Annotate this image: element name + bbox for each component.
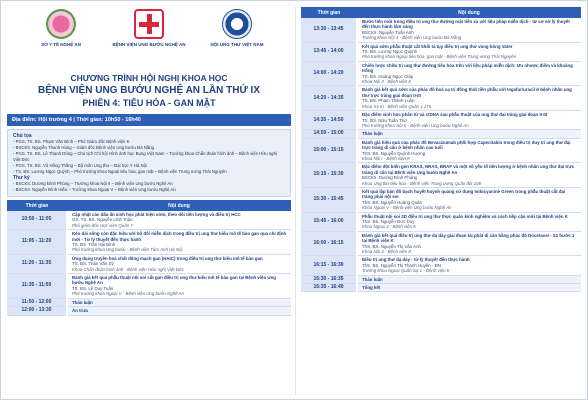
time-cell: 15:00 - 15:15 <box>301 138 357 163</box>
logo-label: BỆNH VIỆN UNG BƯỚU NGHỆ AN <box>112 42 186 47</box>
time-cell: 15:30 - 15:45 <box>301 187 357 212</box>
content-cell <box>357 212 581 231</box>
speaker-name: ThS. BS. Nguyễn Quỳnh Hương <box>362 150 426 156</box>
morning-schedule-body <box>7 211 291 315</box>
speaker-affiliation: Khoa Nội 3 - Bệnh viện K <box>362 249 412 255</box>
table-row <box>301 212 581 231</box>
time-cell: 14:00 - 14:20 <box>301 61 357 86</box>
left-column <box>7 7 291 395</box>
content-cell <box>357 163 581 188</box>
logo-row <box>7 7 291 69</box>
talk-title: Đặc điểm đột biến gen KRAS, NRAS, BRAF và một số yếu tố tiên lượng ở bệnh nhân ung thư đại trực tràng di căn tại Bệnh viện Ung bướu Nghệ An <box>362 164 575 175</box>
logo-hoi-ung-thu <box>197 7 277 47</box>
time-cell: 16:00 - 16:15 <box>301 231 357 256</box>
speaker-name: ThS. BS. Nguyễn Thị Vân Anh <box>362 243 421 249</box>
time-cell: 11:35 - 11:50 <box>7 274 67 299</box>
break-row <box>7 298 291 306</box>
time-cell: 11:20 - 11:35 <box>7 254 67 273</box>
talk-title: Đánh giá hiệu quả của phác đồ Bevacizumab phối hợp Capecitabin trong điều trị duy trì ung thư đại trực tràng di căn ở bệnh nhân cao tuổi <box>362 139 571 151</box>
talk-title: Ăn trưa <box>72 308 88 314</box>
speaker-name: TS. BS. Thân Văn Sỹ <box>72 261 114 267</box>
time-cell: 12:00 - 13:30 <box>7 307 67 315</box>
content-column-header: Nội dung <box>357 7 581 18</box>
speaker-affiliation: Khoa Xạ trị - Bệnh viện Quân y 175 <box>362 103 432 109</box>
chair-title: Chủ tọa <box>13 133 32 139</box>
table-row <box>301 138 581 163</box>
chair-line: - PGS. TS. BS. Vũ Hồng Thăng – Bộ môn Ung thư – Đại học Y Hà Nội <box>13 163 147 168</box>
speaker-name: ThS. BS. Nguyễn Hoàng Quân <box>362 199 423 205</box>
chair-line: - TS. BS. Lương Ngọc Quỳnh – Phó trưởng khoa Ngoại tiêu hóa, gan mật – Bệnh viện Trung ương Thái Nguyên <box>13 169 227 174</box>
time-cell: 15:15 - 15:30 <box>301 163 357 188</box>
morning-schedule-table <box>7 200 291 316</box>
content-cell <box>357 86 581 111</box>
time-cell: 14:35 - 14:50 <box>301 111 357 130</box>
content-cell <box>357 130 581 138</box>
speaker-affiliation: Phó giám đốc Học viện Quân Y <box>72 222 134 228</box>
table-row <box>301 61 581 86</box>
time-cell: 11:50 - 12:00 <box>7 298 67 306</box>
table-header-row <box>301 7 581 18</box>
content-cell <box>67 307 291 315</box>
table-row <box>301 231 581 256</box>
break-row <box>7 307 291 315</box>
talk-title: Tổng kết <box>362 285 381 291</box>
speaker-affiliation: Phó trưởng khoa Ung bướu - Bệnh viện Tâm Anh Hà Nội <box>72 247 183 253</box>
speaker-affiliation: Khoa Ung thư tiêu hóa - Bệnh viện Trung ương Quân đội 108 <box>362 180 481 186</box>
content-cell <box>357 275 581 283</box>
break-row <box>301 275 581 283</box>
speaker-affiliation: Trưởng khoa Ngoại Quân Sự 1 - Bệnh viện K <box>362 268 450 274</box>
chair-line: - PGS. TS. BS. Lê Thanh Dũng – Chủ tịch Chi hội Hình ảnh học Bụng Việt Nam – Trưởng khoa Chẩn đoán hình ảnh – Bệnh viện Hữu nghị Việt Đức <box>13 151 277 162</box>
afternoon-schedule-table <box>301 7 581 292</box>
content-cell <box>357 138 581 163</box>
column-divider <box>295 7 296 395</box>
chair-line: - BSCKII. Dương Đình Phùng – Trưởng khoa Nội II – Bệnh viện Ung bướu Nghệ An <box>13 181 173 186</box>
program-title: CHƯƠNG TRÌNH HỘI NGHỊ KHOA HỌC <box>70 73 228 83</box>
table-row <box>7 274 291 299</box>
time-cell: 16:30 - 16:35 <box>301 275 357 283</box>
time-cell: 11:05 - 11:20 <box>7 230 67 255</box>
table-row <box>301 111 581 130</box>
table-row <box>301 163 581 188</box>
content-cell <box>67 211 291 230</box>
time-cell: 14:50 - 15:00 <box>301 130 357 138</box>
speaker-affiliation: Trưởng khoa Nội 4 - Bệnh viện Ung bướu Đà Nẵng <box>362 35 462 41</box>
content-cell <box>357 18 581 42</box>
logo-label: SỞ Y TẾ NGHỆ AN <box>41 42 81 47</box>
chair-line: - BSCKII. Nguyễn Thanh Hùng – Giám đốc Bệnh viện Ung bướu Đà Nẵng <box>13 145 155 150</box>
talk-title: Ứng dụng truyền hoá chất động mạch gan (HAIC) trong điều trị ung thư biểu mô tế bào gan <box>72 255 263 261</box>
content-cell <box>67 230 291 255</box>
content-cell <box>357 284 581 292</box>
talk-title: Đánh giá kết quả phẫu thuật nội soi cắt gan điều trị ung thư biểu mô tế bào gan tại Bệnh viện Ung bướu Nghệ An <box>72 275 276 286</box>
talk-title: Đặc điểm sinh học phân tử và ctDNA sau phẫu thuật của ung thư đại tràng giai đoạn II-III <box>362 112 548 118</box>
speaker-name: TS. BS. Hoàng Ngọc Giáp <box>362 73 414 79</box>
talk-title: Chiến lược chữa trị ung thư đường tiêu hóa trên với liệu pháp miễn dịch: Ưu nhược điểm và khoảng trống <box>362 62 573 74</box>
afternoon-schedule-body <box>301 18 581 292</box>
speaker-name: BSCKII. Dương Đình Phùng <box>362 175 418 181</box>
chair-box <box>7 129 291 197</box>
talk-title: Thảo luận <box>72 299 93 305</box>
speaker-affiliation: Phó trưởng khoa Ngoại V - Bệnh viện Ung bướu Nghệ An <box>72 291 185 297</box>
content-cell <box>357 61 581 86</box>
time-column-header: Thời gian <box>301 7 357 18</box>
talk-title: Đánh giá kết quả điều trị ung thư dạ dày giai đoạn tái phát di căn bằng phác đồ Docetaxel - S1 bước 1 tại Bệnh viện K <box>362 232 575 244</box>
lotus-icon <box>46 9 76 39</box>
speaker-affiliation: Khoa Nội I - Bệnh viện K <box>362 155 411 161</box>
time-cell: 13:30 - 13:45 <box>301 18 357 42</box>
table-row <box>301 86 581 111</box>
speaker-name: TS. BS. Phạm Thành Luân <box>362 98 415 104</box>
talk-title: Kéo dài sống còn đặc hiệu với bộ đôi miễn dịch trong điều trị ung thư biểu mô tế bào gan qua chỉ định mới - Từ lý thuyết đến thực hành <box>72 231 287 242</box>
speaker-name: ThS. BS. Nguyễn Đức Duy <box>362 219 415 224</box>
content-column-header: Nội dung <box>67 200 291 211</box>
talk-title: Đánh giá kết quả sớm của phác đồ hoá xạ trị đồng thời tiền phẫu với tegafur/uracil ở bệnh nhân ung thư trực tràng giai đoạn II-III <box>362 87 572 98</box>
table-row <box>7 254 291 273</box>
speaker-name: GS. TS. BS. Nguyễn Lĩnh Toàn <box>72 217 133 223</box>
speaker-affiliation: Khoa Ngoại V - Bệnh viện Ung bướu Nghệ An <box>362 205 452 211</box>
talk-title: Thảo luận <box>362 276 383 282</box>
time-cell: 16:15 - 16:30 <box>301 256 357 275</box>
table-row <box>7 230 291 255</box>
talk-title: Phẫu thuật nội soi 3D điều trị ung thư thực quản kinh nghiệm và cách tiếp cận mới tại Bệnh viện K <box>362 213 568 219</box>
break-row <box>301 284 581 292</box>
table-row <box>301 42 581 61</box>
time-cell: 16:35 - 16:40 <box>301 284 357 292</box>
session-title: PHIÊN 4: TIÊU HÓA - GAN MẬT <box>82 98 216 108</box>
time-cell: 14:20 - 14:35 <box>301 86 357 111</box>
time-cell: 13:45 - 14:00 <box>301 42 357 61</box>
content-cell <box>357 42 581 61</box>
speaker-affiliation: Khoa Ngoại 3 - Bệnh viện K <box>362 224 417 230</box>
content-cell <box>67 274 291 299</box>
talk-title: Kết quả sớm phẫu thuật cắt khối tá tụy điều trị ung thư vùng bóng Vater <box>362 43 513 49</box>
content-cell <box>357 111 581 130</box>
chair-line: - PGS. TS. BS. Phạm Văn Bình – Phó Giám đốc Bệnh viện K <box>13 139 130 144</box>
speaker-affiliation: Phó trưởng khoa Ngoại tiêu hóa, gan mật - Bệnh viện Trung ương Thái Nguyên <box>362 54 517 60</box>
logo-benh-vien <box>109 7 189 47</box>
talk-title: Cập nhật các dấu ấn sinh học phát hiện sớm, theo dõi tiên lượng và điều trị HCC <box>72 212 241 217</box>
speaker-name: TS. BS. Lê Duy Tuấn <box>72 285 114 291</box>
speaker-name: TS. BS. Lương Ngọc Quỳnh <box>362 49 418 55</box>
talk-title: Kết quả lập bản đồ bạch huyết huỳnh quang sử dụng Indocyanine Green trong phẫu thuật cắt đại tràng phải nội soi <box>362 188 566 200</box>
table-row <box>301 256 581 275</box>
logo-label: HỘI UNG THƯ VIỆT NAM <box>210 42 264 47</box>
time-column-header: Thời gian <box>7 200 67 211</box>
table-row <box>7 211 291 230</box>
content-cell <box>67 254 291 273</box>
speaker-affiliation: Khoa Chẩn đoán hình ảnh - Bệnh viện Hữu nghị Việt Đức <box>72 266 184 272</box>
talk-title: Điều trị ung thư dạ dày - từ lý thuyết đến thực hành <box>362 257 470 263</box>
content-cell <box>357 187 581 212</box>
chair-line: - BSCKII. Nguyễn Đình Hiếu – Trưởng khoa Ngoại V – Bệnh viện Ung bướu Nghệ An <box>13 187 176 192</box>
speaker-name: BSCKII. Nguyễn Tuấn Anh <box>362 29 414 35</box>
speaker-affiliation: Phó trưởng khoa Nội II - Bệnh viện Ung bướu Nghệ An <box>362 122 469 128</box>
red-cross-icon <box>134 9 164 39</box>
conference-title: BỆNH VIỆN UNG BƯỚU NGHỆ AN LẦN THỨ IX <box>38 85 260 96</box>
table-header-row <box>7 200 291 211</box>
speaker-affiliation: Khoa Nội 3 - Bệnh viện K <box>362 79 412 85</box>
content-cell <box>67 298 291 306</box>
right-column <box>301 7 581 395</box>
content-cell <box>357 256 581 275</box>
caduceus-icon <box>222 9 252 39</box>
speaker-name: TS. BS. Nữu Tuấn Thơ <box>362 117 408 123</box>
speaker-name: ThS. BS. Nguyễn Thị Thanh Huyền - ĐN <box>362 262 441 268</box>
venue-bar: Địa điểm: Hội trường 4 | Thời gian: 10h50 - 16h40 <box>7 114 291 126</box>
break-row <box>301 130 581 138</box>
talk-title: Bước tiến mới trong điều trị ung thư đường mật tiến xa với liệu pháp miễn dịch - từ cơ sở lý thuyết đến thực hành lâm sàng <box>362 19 570 30</box>
table-row <box>301 18 581 42</box>
logo-so-y-te <box>21 7 101 47</box>
talk-title: Thảo luận <box>362 131 383 137</box>
table-row <box>301 187 581 212</box>
content-cell <box>357 231 581 256</box>
speaker-name: TS. BS. Trần Hải Bình <box>72 242 116 248</box>
time-cell: 15:45 - 16:00 <box>301 212 357 231</box>
time-cell: 10:50 - 11:05 <box>7 211 67 230</box>
secretary-title: Thư ký <box>13 175 30 181</box>
